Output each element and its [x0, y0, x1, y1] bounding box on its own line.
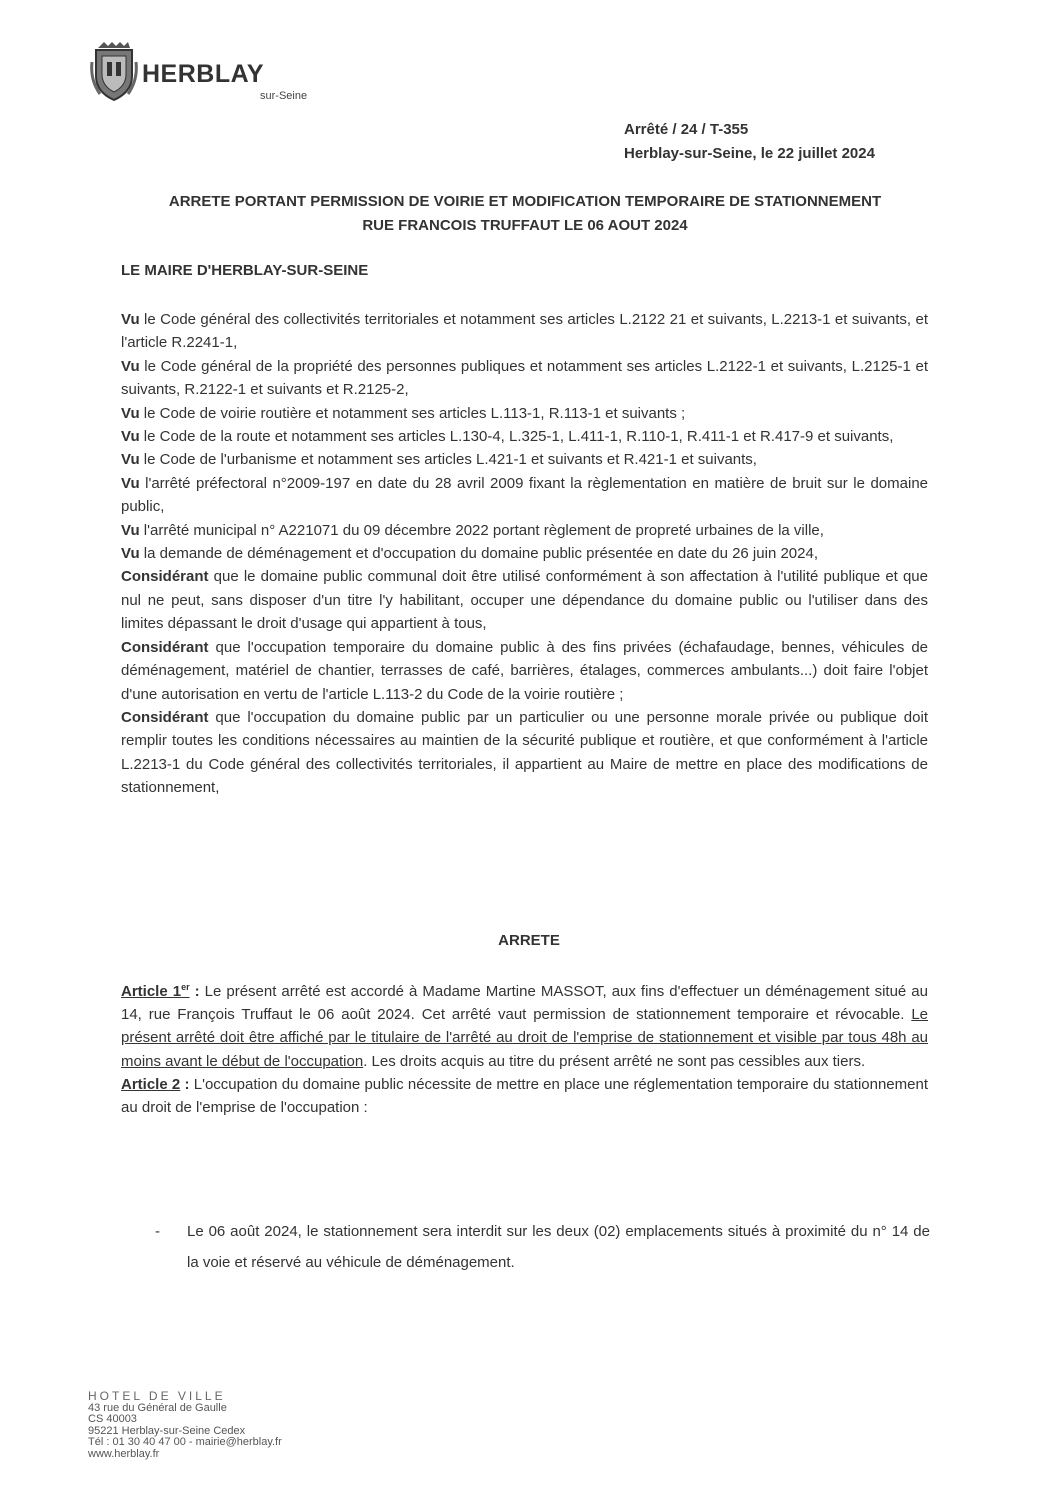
considerant-lead: Vu: [121, 357, 140, 375]
footer-line: Tél : 01 30 40 47 00 - mairie@herblay.fr: [88, 1436, 282, 1449]
article-1-text-end: . Les droits acquis au titre du présent arrêté ne sont pas cessibles aux tiers.: [363, 1052, 866, 1070]
considerant-item: [121, 519, 928, 542]
considerant-item: [121, 706, 928, 800]
place-date: Herblay-sur-Seine, le 22 juillet 2024: [624, 145, 875, 162]
considerant-item: [121, 636, 928, 706]
logo-subtitle: sur-Seine: [260, 90, 308, 102]
considerant-text: le Code de l'urbanisme et notamment ses articles L.421-1 et suivants et R.421-1 et suivants,: [139, 451, 757, 469]
considerant-text: que l'occupation du domaine public par un particulier ou une personne morale privée ou publique doit remplir toutes les conditions nécessaires au maintien de la sécurité publique et routière, et que conformément à l'article L.2213-1 du Code général des collectivités territoriales, il appartient au Maire de mettre en place des modifications de stationnement,: [121, 708, 928, 797]
bullet-text: Le 06 août 2024, le stationnement sera interdit sur les deux (02) emplacements situés à proximité du n° 14 de la voie et réservé au véhicule de déménagement.: [187, 1223, 930, 1271]
article-2: Article 2 : L'occupation du domaine public nécessite de mettre en place une réglementation temporaire du stationnement au droit de l'emprise de l'occupation :: [121, 1075, 928, 1117]
decree-reference: Arrêté / 24 / T-355: [624, 121, 749, 138]
article-2-label: Article 2: [121, 1075, 181, 1093]
considerant-item: [121, 472, 928, 519]
considerant-item: [121, 355, 928, 402]
considerant-text: que le domaine public communal doit être utilisé conformément à son affectation à l'utilité publique et que nul ne peut, sans disposer d'un titre l'y habilitant, occuper une dépendance du domaine public ou l'utiliser dans des limites dépassant le droit d'usage qui appartient à tous,: [121, 568, 928, 633]
footer-address: [88, 1391, 282, 1461]
considerant-item: [121, 402, 928, 425]
coat-of-arms-icon: [90, 40, 138, 106]
bullet-dash: -: [155, 1223, 160, 1240]
considerant-lead: Vu: [121, 545, 140, 563]
decree-title: [90, 190, 960, 238]
considerant-lead: Vu: [121, 311, 140, 328]
mayor-heading: LE MAIRE D'HERBLAY-SUR-SEINE: [121, 262, 369, 279]
considerant-lead: Considérant: [121, 638, 209, 656]
article-1-text: Le présent arrêté est accordé à Madame Martine MASSOT, aux fins d'effectuer un déménagement situé au 14, rue François Truffaut le 06 août 2024. Cet arrêté vaut permission de stationnement temporaire et révocable.: [121, 983, 928, 1024]
considerant-lead: Vu: [121, 521, 140, 539]
considerant-lead: Considérant: [121, 568, 209, 586]
herblay-logo: [90, 40, 330, 110]
decision-heading: ARRETE: [498, 932, 560, 949]
title-line-1: ARRETE PORTANT PERMISSION DE VOIRIE ET MODIFICATION TEMPORAIRE DE STATIONNEMENT: [168, 193, 882, 210]
footer-line: 95221 Herblay-sur-Seine Cedex: [88, 1424, 246, 1437]
article-1: Article 1er : Le présent arrêté est accordé à Madame Martine MASSOT, aux fins d'effectuer un déménagement situé au 14, rue François Truffaut le 06 août 2024. Cet arrêté vaut permission de stationnement temporaire et révocable. Le présent arrêté doit être affiché par le titulaire de l'arrêté au droit de l'emprise de stationnement et visible par tous 48h au moins avant le début de l'occupation. Les droits acquis au titre du présent arrêté ne sont pas cessibles aux tiers.: [121, 982, 928, 1070]
considerant-text: que l'occupation temporaire du domaine public à des fins privées (échafaudage, bennes, véhicules de déménagement, matériel de chantier, terrasses de café, barrières, étalages, commerces ambulants...) doit faire l'objet d'une autorisation en vertu de l'article L.113-2 du Code de la voirie routière ;: [121, 638, 928, 703]
footer-line: HOTEL DE VILLE: [88, 1389, 226, 1403]
considerants-list: [121, 308, 928, 800]
considerant-text: le Code général des collectivités territoriales et notamment ses articles L.2122 21 et suivants, L.2213-1 et suivants, et l'article R.2241-1,: [121, 311, 928, 352]
considerant-lead: Considérant: [121, 708, 209, 726]
considerant-lead: Vu: [121, 451, 140, 469]
footer-line: CS 40003: [88, 1413, 137, 1426]
considerant-item: [121, 425, 928, 448]
considerant-lead: Vu: [121, 428, 140, 446]
footer-line: www.herblay.fr: [88, 1447, 160, 1460]
articles-block: [121, 980, 928, 1119]
article-1-label: Article 1er: [121, 982, 190, 1000]
considerant-text: le Code de la route et notamment ses articles L.130-4, L.325-1, L.411-1, R.110-1, R.411-1 et R.417-9 et suivants,: [139, 428, 894, 446]
considerant-item: [121, 542, 928, 565]
logo-name: HERBLAY: [142, 60, 265, 88]
considerant-item: [121, 448, 928, 471]
footer-line: 43 rue du Général de Gaulle: [88, 1401, 227, 1414]
considerant-text: la demande de déménagement et d'occupation du domaine public présentée en date du 26 juin 2024,: [139, 545, 818, 563]
considerant-text: l'arrêté municipal n° A221071 du 09 décembre 2022 portant règlement de propreté urbaines de la ville,: [139, 521, 824, 539]
article-2-text: L'occupation du domaine public nécessite de mettre en place une réglementation temporaire du stationnement au droit de l'emprise de l'occupation :: [121, 1075, 928, 1117]
considerant-item: [121, 308, 928, 355]
considerant-lead: Vu: [121, 474, 140, 492]
considerant-text: le Code de voirie routière et notamment ses articles L.113-1, R.113-1 et suivants ;: [139, 404, 686, 422]
considerant-lead: Vu: [121, 404, 140, 422]
reference-block: [624, 118, 875, 166]
title-line-2: RUE FRANCOIS TRUFFAUT LE 06 AOUT 2024: [362, 217, 688, 234]
article-1-underlined: Le présent arrêté doit être affiché par le titulaire de l'arrêté au droit de l'emprise de stationnement et visible par tous 48h au moins avant le début de l'occupation: [121, 1006, 928, 1070]
list-item: [155, 1216, 930, 1278]
considerant-item: [121, 565, 928, 635]
considerant-text: le Code général de la propriété des personnes publiques et notamment ses articles L.2122-1 et suivants, L.2125-1 et suivants, R.2122-1 et suivants et R.2125-2,: [121, 357, 928, 399]
considerant-text: l'arrêté préfectoral n°2009-197 en date du 28 avril 2009 fixant la règlementation en matière de bruit sur le domaine public,: [121, 474, 928, 516]
